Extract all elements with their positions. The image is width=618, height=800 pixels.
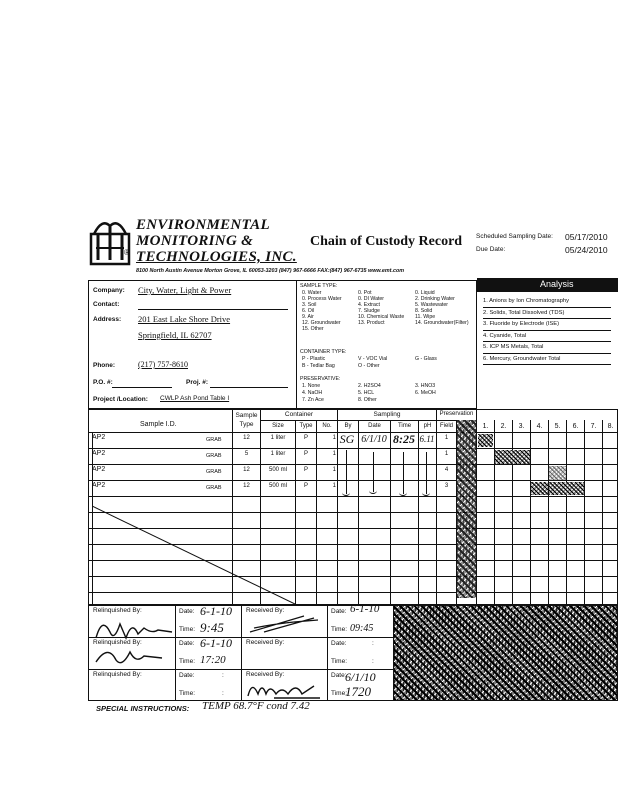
row-container-type: P [303, 483, 308, 489]
analysis-item: 6. Mercury, Groundwater Total [483, 354, 611, 366]
row-count: 1 [332, 435, 336, 441]
void-strike [92, 496, 437, 605]
header-time: Time [397, 423, 412, 429]
relinquished-date-label: Date: [179, 640, 195, 647]
row-grab: GRAB [206, 485, 222, 491]
company-label: Company: [93, 287, 125, 294]
address-line1[interactable]: 201 East Lake Shore Drive [138, 314, 231, 324]
row-container-type: P [303, 467, 308, 473]
analysis-mark [478, 434, 493, 447]
received-time-label: Time: [331, 658, 348, 665]
relinquished-date[interactable]: 6-1-10 [200, 636, 232, 650]
signature-1 [92, 612, 176, 646]
proj-label: Proj. #: [186, 379, 209, 386]
relinquished-time-blank[interactable]: : [222, 690, 224, 697]
relinquished-time-label: Time: [179, 658, 196, 665]
header-field: Field [439, 423, 453, 429]
row-count: 1 [332, 451, 336, 457]
relinquished-time[interactable]: 9:45 [200, 620, 224, 635]
scheduled-sampling-date: 05/17/2010 [565, 232, 608, 242]
special-instructions-label: SPECIAL INSTRUCTIONS: [96, 704, 190, 713]
row-size: 1 liter [270, 451, 286, 457]
signature-received-3 [244, 676, 328, 702]
row-sample-type: 12 [243, 467, 250, 473]
row-sample-id: AP2 [92, 482, 106, 489]
signature-received-1 [244, 612, 328, 636]
received-date-blank[interactable]: : [372, 640, 374, 647]
row-sample-id: AP2 [92, 450, 106, 457]
po-label: P.O. #: [93, 379, 113, 386]
project-location-label: Project /Location: [93, 396, 148, 403]
custody-shaded-area [394, 606, 617, 700]
received-date[interactable]: 6/1/10 [345, 670, 376, 684]
form-title: Chain of Custody Record [310, 234, 463, 249]
analysis-col-3: 3. [518, 423, 525, 430]
company-name-line2: MONITORING & [136, 233, 254, 249]
preservative-heading: PRESERVATIVE: [300, 376, 341, 382]
analysis-item: 3. Fluoride by Electrode (ISE) [483, 319, 611, 331]
sample-type-col1: 0. Water 0. Process Water 3. Soil 6. Oil 9. Air 12. Groundwater 15. Other [302, 290, 342, 332]
row-count: 1 [332, 467, 336, 473]
received-label: Received By: [246, 607, 285, 614]
received-label: Received By: [246, 639, 285, 646]
row-grab: GRAB [206, 437, 222, 443]
relinquished-label: Relinquished By: [93, 671, 142, 678]
header-sample-id: Sample I.D. [140, 421, 177, 428]
received-date-label: Date: [331, 672, 347, 679]
ditto-arrow [426, 452, 427, 494]
header-date: Date [368, 423, 381, 429]
row-grab: GRAB [206, 469, 222, 475]
header-container: Container [284, 411, 314, 418]
analysis-mark [531, 482, 548, 495]
received-time-label: Time: [331, 626, 348, 633]
due-date-label: Due Date: [476, 246, 506, 253]
analysis-item: 1. Anions by Ion Chromatography [483, 296, 611, 308]
company-name-line3: TECHNOLOGIES, INC. [136, 249, 297, 265]
address-line2[interactable]: Springfield, IL 62707 [138, 330, 212, 340]
registered-mark: ® [124, 248, 130, 257]
row-container-type: P [303, 435, 308, 441]
analysis-mark [549, 466, 566, 480]
received-date-label: Date: [331, 640, 347, 647]
received-time[interactable]: 1720 [345, 684, 371, 699]
relinquished-time[interactable]: 17:20 [200, 654, 226, 666]
company-value[interactable]: City, Water, Light & Power [138, 285, 232, 295]
analysis-mark [549, 482, 584, 495]
received-date-label: Date: [331, 608, 347, 615]
relinquished-time-label: Time: [179, 626, 196, 633]
row-sample-type: 5 [244, 451, 249, 457]
row-size: 1 liter [270, 435, 286, 441]
analysis-col-5: 5. [554, 423, 561, 430]
analysis-col-1: 1. [482, 423, 489, 430]
row-container-type: P [303, 451, 308, 457]
analysis-list [483, 296, 611, 365]
relinquished-date[interactable]: 6-1-10 [200, 604, 232, 618]
special-instructions-value[interactable]: TEMP 68.7°F cond 7.42 [202, 700, 310, 712]
ditto-arrow [373, 452, 374, 492]
contact-label: Contact: [93, 301, 120, 308]
address-label: Address: [93, 316, 122, 323]
header-sample-type: Sample Type [235, 412, 258, 428]
analysis-item: 4. Cyanide, Total [483, 331, 611, 343]
row-sampled-by: SG [339, 432, 355, 446]
header-by: By [344, 423, 352, 429]
header-size: Size [272, 423, 284, 429]
sample-type-heading: SAMPLE TYPE: [300, 283, 338, 289]
received-time-label: Time: [331, 690, 348, 697]
sample-type-col3: 0. Liquid 2. Drinking Water 5. Wastewater 8. Solid 11. Wipe 14. Groundwater(Filter) [415, 290, 469, 326]
company-address: 8100 North Austin Avenue Morton Grove, IL 60053-3203 (847) 967-6666 FAX:(847) 967-6735 www.emt.com [136, 268, 405, 274]
due-date-value: 05/24/2010 [565, 245, 608, 255]
analysis-mark [495, 450, 530, 464]
row-sample-id: AP2 [92, 434, 106, 441]
analysis-heading: Analysis [540, 279, 574, 289]
row-sample-type: 12 [243, 435, 250, 441]
analysis-col-7: 7. [590, 423, 597, 430]
scheduled-sampling-label: Scheduled Sampling Date: [476, 233, 553, 240]
header-ph: pH [423, 423, 432, 429]
row-field: 1 [444, 435, 449, 441]
ditto-arrow [346, 450, 347, 494]
analysis-item: 5. ICP MS Metals, Total [483, 342, 611, 354]
analysis-col-4: 4. [536, 423, 543, 430]
container-type-heading: CONTAINER TYPE: [300, 349, 347, 355]
row-count: 1 [332, 483, 336, 489]
header-type: Type [299, 423, 313, 429]
company-logo [88, 214, 132, 266]
header-sampling: Sampling [373, 411, 401, 418]
emt-logo-icon [88, 214, 132, 266]
received-label: Received By: [246, 671, 285, 678]
relinquished-date-label: Date: [179, 672, 195, 679]
analysis-col-2: 2. [500, 423, 507, 430]
received-time-blank[interactable]: : [372, 658, 374, 665]
header-no: No. [322, 423, 332, 429]
row-size: 500 ml [268, 467, 287, 473]
company-name-line1: ENVIRONMENTAL [136, 217, 270, 233]
relinquished-time-label: Time: [179, 690, 196, 697]
analysis-item: 2. Solids, Total Dissolved (TDS) [483, 308, 611, 320]
ditto-arrow [403, 452, 404, 494]
row-ph: 6.11 [419, 434, 435, 444]
row-time: 8:25 [393, 432, 415, 446]
phone-label: Phone: [93, 362, 116, 369]
row-sample-type: 12 [243, 483, 250, 489]
phone-value[interactable]: (217) 757-8610 [138, 360, 188, 369]
row-grab: GRAB [206, 453, 222, 459]
row-field: 1 [444, 451, 449, 457]
received-date[interactable]: 6-1-10 [350, 603, 380, 615]
relinquished-date-label: Date: [179, 608, 195, 615]
sample-type-col2: 0. Pot 0. DI Water 4. Extract 7. Sludge 10. Chemical Waste 13. Product [358, 290, 405, 326]
relinquished-label: Relinquished By: [93, 639, 142, 646]
analysis-col-6: 6. [572, 423, 579, 430]
row-sample-id: AP2 [92, 466, 106, 473]
project-location-value[interactable]: CWLP Ash Pond Table I [160, 395, 230, 402]
signature-2 [92, 642, 176, 670]
row-date: 6/1/10 [361, 434, 387, 445]
relinquished-label: Relinquished By: [93, 607, 142, 614]
analysis-col-8: 8. [607, 423, 614, 430]
lab-column-shading [457, 420, 476, 598]
row-field: 4 [444, 467, 449, 473]
row-field: 3 [444, 483, 449, 489]
received-time[interactable]: 09:45 [350, 623, 374, 634]
row-size: 500 ml [268, 483, 287, 489]
header-preservation: Preservation [439, 411, 474, 417]
relinquished-date-blank[interactable]: : [222, 672, 224, 679]
